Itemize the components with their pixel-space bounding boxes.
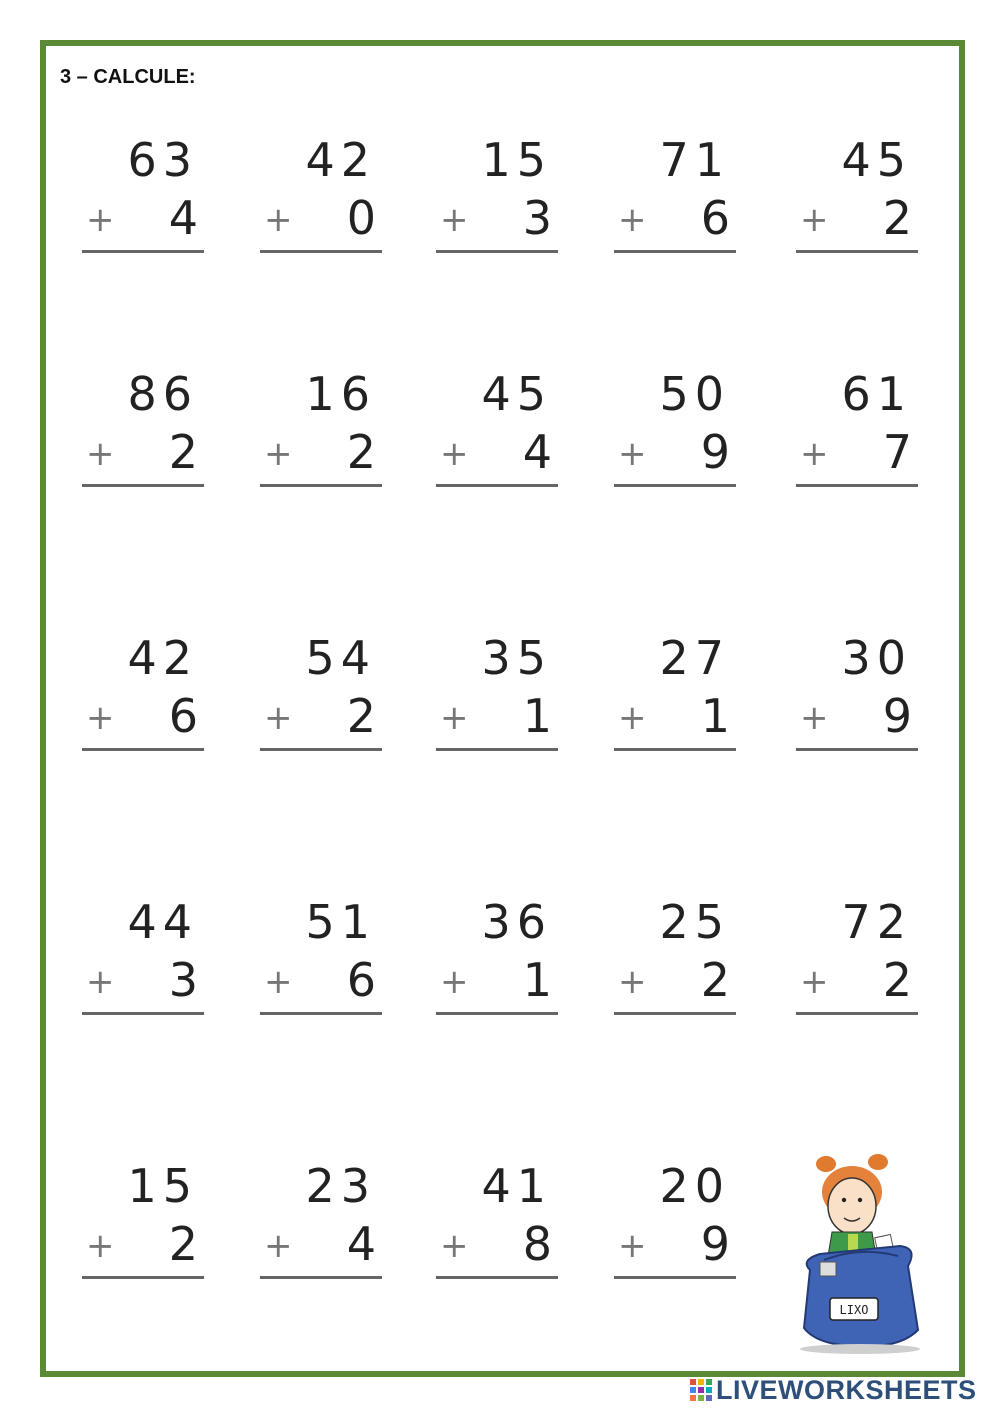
top-number: 15 [127,1159,198,1213]
addend-number: 4 [168,191,198,245]
addend-number: 4 [522,425,552,479]
addition-problem [614,1160,736,1290]
top-number: 51 [305,895,376,949]
addition-problem [260,632,382,762]
top-number: 54 [305,631,376,685]
plus-sign: + [86,434,115,474]
answer-line [260,484,382,487]
addend-number: 2 [882,953,912,1007]
addend-number: 6 [346,953,376,1007]
addend-number: 3 [168,953,198,1007]
addend-number: 7 [882,425,912,479]
top-number: 30 [841,631,912,685]
top-number: 41 [481,1159,552,1213]
top-number: 63 [127,133,198,187]
top-number: 72 [841,895,912,949]
addend-number: 0 [346,191,376,245]
plus-sign: + [86,962,115,1002]
addend-number: 2 [346,689,376,743]
plus-sign: + [618,200,647,240]
plus-sign: + [264,698,293,738]
top-number: 42 [305,133,376,187]
addition-problem [260,134,382,264]
top-number: 45 [841,133,912,187]
answer-line [796,748,918,751]
addition-problem [436,632,558,762]
plus-sign: + [440,962,469,1002]
top-number: 35 [481,631,552,685]
answer-line [82,250,204,253]
answer-line [82,1276,204,1279]
plus-sign: + [440,1226,469,1266]
addition-problem [614,896,736,1026]
plus-sign: + [264,962,293,1002]
addition-problem [260,368,382,498]
top-number: 23 [305,1159,376,1213]
addend-number: 2 [168,425,198,479]
top-number: 27 [659,631,730,685]
plus-sign: + [264,200,293,240]
plus-sign: + [440,698,469,738]
addition-problem [260,896,382,1026]
addition-problem [82,896,204,1026]
addend-number: 3 [522,191,552,245]
answer-line [436,1012,558,1015]
plus-sign: + [86,200,115,240]
answer-line [82,1012,204,1015]
answer-line [260,748,382,751]
top-number: 86 [127,367,198,421]
footer-branding [690,1374,977,1406]
answer-line [796,250,918,253]
addend-number: 2 [700,953,730,1007]
plus-sign: + [264,1226,293,1266]
addend-number: 4 [346,1217,376,1271]
answer-line [614,1012,736,1015]
addition-problem [614,632,736,762]
answer-line [436,748,558,751]
exercise-title: 3 – CALCULE: [60,66,196,88]
addend-number: 1 [522,953,552,1007]
answer-line [436,250,558,253]
plus-sign: + [800,698,829,738]
addend-number: 6 [168,689,198,743]
top-number: 20 [659,1159,730,1213]
plus-sign: + [800,200,829,240]
addition-problem [82,632,204,762]
top-number: 61 [841,367,912,421]
addition-problem [82,134,204,264]
addition-problem [436,896,558,1026]
addend-number: 8 [522,1217,552,1271]
footer-brand-text: LIVEWORKSHEETS [716,1374,977,1405]
addend-number: 9 [700,1217,730,1271]
addition-problem [436,134,558,264]
addition-problem [796,896,918,1026]
plus-sign: + [440,200,469,240]
addend-number: 9 [700,425,730,479]
addition-problem [614,368,736,498]
addend-number: 9 [882,689,912,743]
addend-number: 2 [168,1217,198,1271]
addend-number: 1 [700,689,730,743]
addend-number: 1 [522,689,552,743]
addition-problem [796,134,918,264]
answer-line [614,748,736,751]
plus-sign: + [618,962,647,1002]
top-number: 36 [481,895,552,949]
top-number: 44 [127,895,198,949]
girl-with-trash-bag-icon [790,1150,940,1355]
top-number: 71 [659,133,730,187]
addition-problem [260,1160,382,1290]
plus-sign: + [800,434,829,474]
answer-line [796,1012,918,1015]
answer-line [614,1276,736,1279]
plus-sign: + [618,698,647,738]
svg-text:LIXO: LIXO [839,1303,869,1317]
answer-line [436,1276,558,1279]
answer-line [614,250,736,253]
addition-problem [436,1160,558,1290]
addition-problem [82,368,204,498]
answer-line [796,484,918,487]
liveworksheets-logo-icon [690,1379,712,1401]
plus-sign: + [86,1226,115,1266]
plus-sign: + [440,434,469,474]
top-number: 50 [659,367,730,421]
answer-line [260,1012,382,1015]
addend-number: 2 [882,191,912,245]
plus-sign: + [618,434,647,474]
answer-line [436,484,558,487]
addend-number: 2 [346,425,376,479]
addition-problem [796,368,918,498]
answer-line [82,484,204,487]
plus-sign: + [800,962,829,1002]
plus-sign: + [618,1226,647,1266]
plus-sign: + [264,434,293,474]
answer-line [614,484,736,487]
answer-line [260,250,382,253]
top-number: 45 [481,367,552,421]
top-number: 25 [659,895,730,949]
addend-number: 6 [700,191,730,245]
addition-problem [436,368,558,498]
answer-line [260,1276,382,1279]
plus-sign: + [86,698,115,738]
addition-problem [614,134,736,264]
addition-problem [82,1160,204,1290]
top-number: 16 [305,367,376,421]
answer-line [82,748,204,751]
top-number: 15 [481,133,552,187]
top-number: 42 [127,631,198,685]
addition-problem [796,632,918,762]
